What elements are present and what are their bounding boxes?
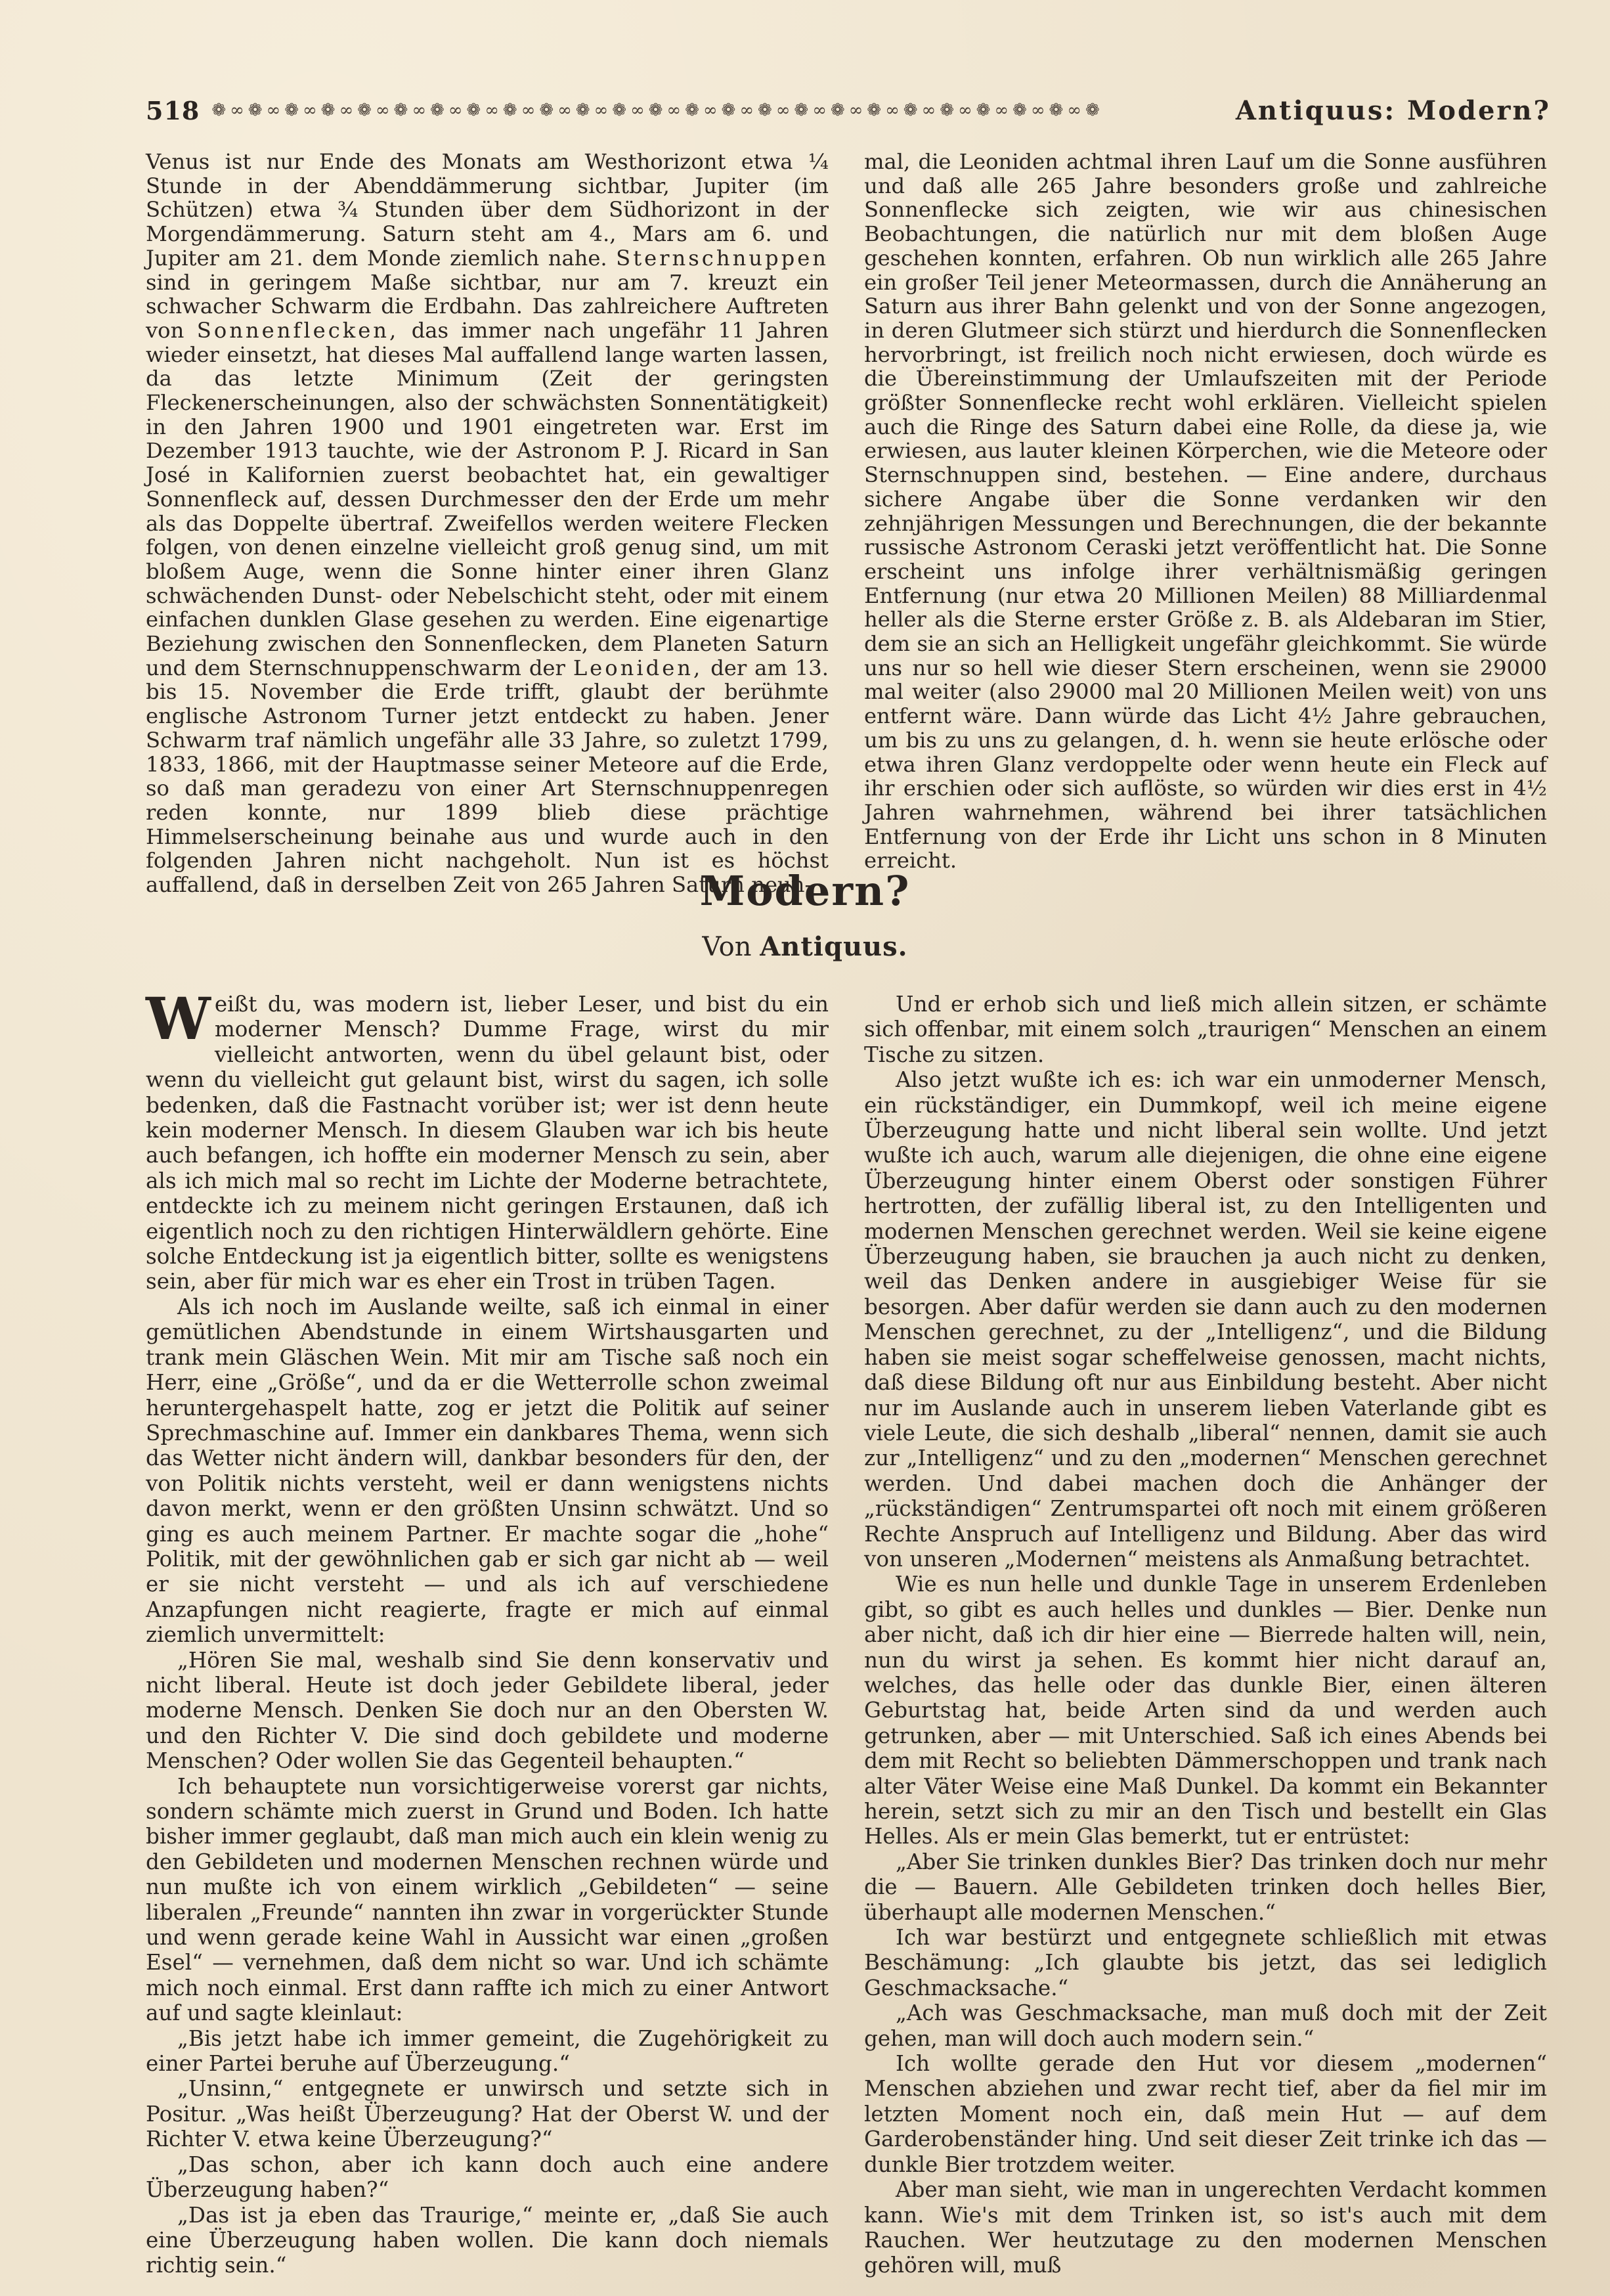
article-paragraph: „Aber Sie trinken dunkles Bier? Das trinken doch nur mehr die — Bauern. Alle Gebildeten trinken doch helles Bier, überhaupt alle modernen Menschen.“: [864, 1849, 1547, 1925]
text-run: Venus ist nur Ende des Monats am Westhorizont etwa ¼ Stunde in der Abenddämmerung sichtbar, Jupiter (im Schützen) etwa ¾ Stunden über dem Südhorizont in der Morgendämmerung. Saturn steht am 4., Mars am 6. und Jupiter am 21. dem Monde ziemlich nahe.: [146, 149, 829, 271]
spaced-term: Sternschnuppen: [616, 245, 829, 271]
text-run: der am 13. bis 15. November die Erde trifft, glaubt der berühmte englische Astronom Turner jetzt entdeckt zu haben. Jener Schwarm traf nämlich ungefähr alle 33 Jahre, so zuletzt 1799, 1833, 1866, mit der Hauptmasse seiner Meteore auf die Erde, so daß man geradezu von einer Art Sternschnuppenregen reden konnte, nur 1899 blieb diese prächtige Himmelserscheinung beinahe aus und wurde auch in den folgenden Jahren nicht nachgeholt. Nun ist es höchst auffallend, daß in derselben Zeit von 265 Jahren Saturn neun-: [146, 655, 829, 898]
text-run: sind in geringem Maße sichtbar, nur am 7. kreuzt ein schwacher Schwarm die Erdbahn. Das zahlreichere Auftreten von: [146, 269, 829, 343]
article-paragraph: Ich behauptete nun vorsichtigerweise vorerst gar nichts, sondern schämte mich zuerst in Grund und Boden. Ich hatte bisher immer geglaubt, daß man mich auch ein klein wenig zu den Gebildeten und modernen Menschen rechnen würde und nun mußte ich von einem wirklich „Gebildeten“ — seine liberalen „Freunde“ nannten ihn zwar in vorgerückter Stunde und wenn gerade keine Wahl in Aussicht war einen „großen Esel“ — vernehmen, daß dem nicht so war. Und ich schämte mich noch einmal. Erst dann raffte ich mich zu einer Antwort auf und sagte kleinlaut:: [146, 1773, 829, 2026]
drop-cap: W: [146, 984, 211, 1053]
article-paragraph: „Das ist ja eben das Traurige,“ meinte er, „daß Sie auch eine Überzeugung haben wollen. Die kann doch niemals richtig sein.“: [146, 2202, 829, 2278]
article-paragraph: „Das schon, aber ich kann doch auch eine andere Überzeugung haben?“: [146, 2152, 829, 2203]
byline-prefix: Von: [702, 932, 752, 962]
article-paragraph: „Hören Sie mal, weshalb sind Sie denn konservativ und nicht liberal. Heute ist doch jeder Gebildete liberal, jeder moderne Mensch. Denken Sie doch nur an den Obersten W. und den Richter V. Die sind doch gebildete und moderne Menschen? Oder wollen Sie das Gegenteil behaupten.“: [146, 1647, 829, 1774]
bottom-left-column: [146, 984, 829, 2278]
text-run: eißt du, was modern ist, lieber Leser, und bist du ein moderner Mensch? Dumme Frage, wirst du mir vielleicht antworten, wenn du übel gelaunt bist, oder wenn du vielleicht gut gelaunt bist, wirst du sagen, ich solle bedenken, daß die Fastnacht vorüber ist; wer ist denn heute kein moderner Mensch. In diesem Glauben war ich bis heute auch befangen, ich hoffte ein moderner Mensch zu sein, aber als ich mich mal so recht im Lichte der Moderne betrachtete, entdeckte ich zu meinem nicht geringen Erstaunen, daß ich eigentlich noch zu den richtigen Hinterwäldlern gehörte. Eine solche Entdeckung ist ja eigentlich bitter, sollte es wenigstens sein, aber für mich war es eher ein Trost in trüben Tagen.: [146, 992, 829, 1294]
top-right-column: [864, 150, 1547, 873]
article-paragraph: Ich wollte gerade den Hut vor diesem „modernen“ Menschen abziehen und zwar recht tief, aber da fiel mir im letzten Moment noch ein, daß mein Hut — auf dem Garderobenständer hing. Und seit dieser Zeit trinke ich das — dunkle Bier trotzdem weiter.: [864, 2051, 1547, 2177]
spaced-term: Sonnenflecken,: [196, 317, 399, 343]
article-paragraph: Aber man sieht, wie man in ungerechten Verdacht kommen kann. Wie's mit dem Trinken ist, so ist's auch mit dem Rauchen. Wer heutzutage zu den modernen Menschen gehören will, muß: [864, 2177, 1547, 2278]
running-title: Antiquus: Modern?: [1235, 95, 1551, 126]
article-title: Modern?: [699, 867, 911, 915]
article-paragraph: „Ach was Geschmacksache, man muß doch mit der Zeit gehen, man will doch auch modern sein.“: [864, 2000, 1547, 2051]
byline-author: Antiquus.: [760, 931, 908, 962]
top-left-column: [146, 150, 829, 897]
article-paragraph: Wie es nun helle und dunkle Tage in unserem Erdenleben gibt, so gibt es auch helles und dunkles — Bier. Denke nun aber nicht, daß ich dir hier eine — Bierrede halten will, nein, nun du wirst ja sehen. Es kommt hier nicht darauf an, welches, das helle oder das dunkle Bier, einen älteren Geburtstag hat, beide Arten sind da und werden auch getrunken, aber — mit Unterschied. Saß ich eines Abends bei dem mit Recht so beliebten Dämmerschoppen und trank nach alter Väter Weise eine Maß Dunkel. Da kommt ein Bekannter herein, setzt sich zu mir an den Tisch und bestellt ein Glas Helles. Als er mein Glas bemerkt, tut er entrüstet:: [864, 1572, 1547, 1849]
page-number: 518: [146, 95, 200, 125]
top-right-paragraph: mal, die Leoniden achtmal ihren Lauf um die Sonne ausführen und daß alle 265 Jahre besonders große und zahlreiche Sonnenflecke sich zeigten, wie wir aus chinesischen Beobachtungen, die natürlich nur mit dem bloßen Auge geschehen konnten, erfahren. Ob nun wirklich alle 265 Jahre ein großer Teil jener Meteormassen, durch die Annäherung an Saturn aus ihrer Bahn gelenkt und von der Sonne angezogen, in deren Glutmeer sich stürzt und hierdurch die Sonnenflecken hervorbringt, ist freilich noch nicht erwiesen, doch würde es die Übereinstimmung der Umlaufszeiten mit der Periode größter Sonnenflecke recht wohl erklären. Vielleicht spielen auch die Ringe des Saturn dabei eine Rolle, da diese ja, wie erwiesen, aus lauter kleinen Körperchen, wie die Meteore oder Sternschnuppen sind, bestehen. — Eine andere, durchaus sichere Angabe über die Sonne verdanken wir den zehnjährigen Messungen und Berechnungen, die der bekannte russische Astronom Ceraski jetzt veröffentlicht hat. Die Sonne erscheint uns infolge ihrer verhältnismäßig geringen Entfernung (nur etwa 20 Millionen Meilen) 88 Milliardenmal heller als die Sterne erster Größe z. B. als Aldebaran im Stier, dem sie an sich an Helligkeit ungefähr gleichkommt. Sie würde uns nur so hell wie dieser Stern erscheinen, wenn sie 29000 mal weiter (also 29000 mal 20 Millionen Meilen weit) von uns entfernt wäre. Dann würde das Licht 4½ Jahre gebrauchen, um bis zu uns zu gelangen, d. h. wenn sie heute erlösche oder etwa ihren Glanz verdoppelte oder wenn heute ein Fleck auf ihr erschien oder sich auflöste, so würden wir dies erst in 4½ Jahren wahrnehmen, während bei ihrer tatsächlichen Entfernung von der Erde ihr Licht uns schon in 8 Minuten erreicht.: [864, 149, 1547, 873]
header-ornament: ❁∞❁∞❁∞❁∞❁∞❁∞❁∞❁∞❁∞❁∞❁∞❁∞❁∞❁∞❁∞❁∞❁∞❁∞❁∞❁∞❁∞❁∞❁∞❁∞❁: [211, 101, 1104, 120]
article-paragraph: [146, 984, 829, 1294]
article-paragraph: Also jetzt wußte ich es: ich war ein unmoderner Mensch, ein rückständiger, ein Dummkopf, weil ich meine eigene Überzeugung hatte und nicht liberal sein wollte. Und jetzt wußte ich auch, warum alle diejenigen, die ohne eine eigene Überzeugung hinter einem Oberst oder sonstigen Führer hertrotten, der zufällig liberal ist, zu den Intelligenten und modernen Menschen gerechnet werden. Weil sie keine eigene Überzeugung haben, sie brauchen ja auch nicht zu denken, weil das Denken andere in ausgiebiger Weise für sie besorgen. Aber dafür werden sie dann auch zu den modernen Menschen gerechnet, zu der „Intelligenz“, und die Bildung haben sie meist sogar scheffelweise genossen, macht nichts, daß diese Bildung oft nur aus Einbildung besteht. Aber nicht nur im Auslande auch in unserem lieben Vaterlande gibt es viele Leute, die sich deshalb „liberal“ nennen, damit sie auch zur „Intelligenz“ und zu den „modernen“ Menschen gerechnet werden. Und dabei machen doch die Anhänger der „rückständigen“ Zentrumspartei oft noch mit einem größeren Rechte Anspruch auf Intelligenz und Bildung. Aber das wird von unseren „Modernen“ meistens als Anmaßung betrachtet.: [864, 1067, 1547, 1572]
article-paragraph: Ich war bestürzt und entgegnete schließlich mit etwas Beschämung: „Ich glaubte bis jetzt, das sei lediglich Geschmacksache.“: [864, 1925, 1547, 2000]
article-paragraph: Als ich noch im Auslande weilte, saß ich einmal in einer gemütlichen Abendstunde in einem Wirtshausgarten und trank mein Gläschen Wein. Mit mir am Tische saß noch ein Herr, eine „Größe“, und da er die Wetterrolle schon zweimal heruntergehaspelt hatte, zog er jetzt die Politik auf seiner Sprechmaschine auf. Immer ein dankbares Thema, wenn sich das Wetter nicht ändern will, dankbar besonders für den, der von Politik nichts versteht, weil er dann wenigstens nichts davon merkt, wenn er den größten Unsinn schwätzt. Und so ging es auch meinem Partner. Er machte sogar die „hohe“ Politik, mit der gewöhnlichen gab er sich gar nicht ab — weil er sie nicht versteht — und als ich auf verschiedene Anzapfungen nicht reagierte, fragte er mich auf einmal ziemlich unvermittelt:: [146, 1294, 829, 1648]
article-paragraph: Und er erhob sich und ließ mich allein sitzen, er schämte sich offenbar, mit einem solch „traurigen“ Menschen an einem Tische zu sitzen.: [864, 992, 1547, 1067]
bottom-right-column: [864, 992, 1547, 2278]
text-run: das immer nach ungefähr 11 Jahren wieder einsetzt, hat dieses Mal auffallend lange warten lassen, da das letzte Minimum (Zeit der geringsten Fleckenerscheinungen, also der schwächsten Sonnentätigkeit) in den Jahren 1900 und 1901 eingetreten war. Erst im Dezember 1913 tauchte, wie der Astronom P. J. Ricard in San José in Kalifornien zuerst beobachtet hat, ein gewaltiger Sonnenfleck auf, dessen Durchmesser den der Erde um mehr als das Doppelte übertraf. Zweifellos werden weitere Flecken folgen, von denen einzelne vielleicht groß genug sind, um mit bloßem Auge, wenn die Sonne hinter einer ihren Glanz schwächenden Dunst- oder Nebelschicht steht, oder mit einem einfachen dunklen Glase gesehen zu werden. Eine eigenartige Beziehung zwischen den Sonnenflecken, dem Planeten Saturn und dem Sternschnuppenschwarm der: [146, 317, 829, 680]
top-left-paragraph: [146, 150, 829, 897]
article-paragraph: „Unsinn,“ entgegnete er unwirsch und setzte sich in Positur. „Was heißt Überzeugung? Hat der Oberst W. und der Richter V. etwa keine Überzeugung?“: [146, 2076, 829, 2152]
page-header: [146, 91, 1551, 130]
spaced-term: Leoniden,: [573, 655, 703, 680]
article-paragraph: „Bis jetzt habe ich immer gemeint, die Zugehörigkeit zu einer Partei beruhe auf Überzeugung.“: [146, 2025, 829, 2077]
article-byline: [0, 931, 1610, 962]
